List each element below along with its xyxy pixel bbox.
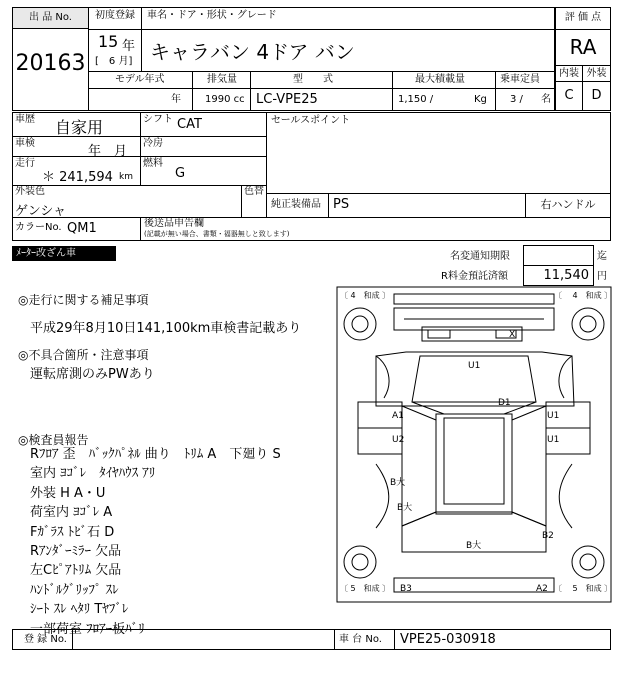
mark-a1-left: A1 [392, 411, 404, 421]
recycle-box [523, 265, 594, 286]
car-name: キャラバン 4ドア バン [150, 40, 355, 64]
mark-u1-roof: U1 [468, 361, 481, 371]
first-reg-year-unit: 年 [122, 39, 136, 54]
mark-x: X [509, 330, 516, 340]
color-label: 外装色 [15, 186, 45, 197]
inspector-line: Fｶﾞﾗｽ ﾄﾋﾞ石 D [30, 524, 115, 540]
mileage-label: 走行 [15, 158, 35, 169]
history: 自家用 [55, 118, 104, 137]
first-reg-month: [ 6 月] [95, 56, 133, 67]
odometer-tamper-badge: ﾒｰﾀｰ改ざん車 [12, 246, 116, 261]
model-label: 型 式 [293, 74, 333, 85]
mark-b2-right: B2 [542, 531, 554, 541]
mark-b-dai-left-2: B大 [397, 503, 413, 513]
name-change-unit: 迄 [597, 251, 607, 262]
inspector-line: ｼｰﾄ ｽﾚ ﾍﾀﾘ Tﾔﾌﾞﾚ [30, 602, 129, 618]
mark-d1: D1 [498, 398, 511, 408]
inspector-line: 室内 ﾖｺﾞﾚ ﾀｲﾔﾊｳｽ ｱﾘ [30, 466, 156, 482]
tire-rear-left-label: 〔 5 和成 〕 [340, 584, 391, 593]
diagram-frame [337, 287, 611, 602]
capacity-unit: 名 [541, 94, 551, 105]
driving-note: 平成29年8月10日141,100km車検書記載あり [30, 321, 302, 336]
registration-label: 登 録 No. [24, 634, 67, 645]
inspector-title: ◎検査員報告 [18, 433, 89, 447]
rating-box [555, 29, 611, 66]
exterior-grade-box [582, 81, 611, 111]
shift: CAT [177, 117, 202, 132]
listing-no-label-box [12, 7, 89, 29]
inspector-line: 一部荷室 ﾌﾛｱｰ板ﾊﾞﾘ [30, 621, 145, 637]
recycle-label: R料金預託済額 [441, 271, 508, 282]
inspector-line: ﾊﾝﾄﾞﾙｸﾞﾘｯﾌﾟ ｽﾚ [30, 582, 119, 598]
listing-no-label: 出 品 No. [29, 12, 72, 23]
mark-u2-left: U2 [392, 435, 405, 445]
chassis-no: VPE25-030918 [400, 632, 496, 647]
rating: RA [569, 35, 597, 59]
documents-label: 後送品申告欄 [144, 218, 204, 229]
interior-grade-box [555, 81, 583, 111]
exterior-label: 外装 [586, 68, 607, 79]
roof [436, 414, 512, 514]
model-year-unit: 年 [171, 94, 181, 105]
model-year-label: モデル年式 [115, 74, 165, 85]
inspector-lines [30, 445, 281, 639]
history-label: 車歴 [15, 114, 35, 125]
exterior-label-box [582, 65, 611, 82]
interior-label-box [555, 65, 583, 82]
mark-a2: A2 [536, 584, 548, 594]
fuel: G [175, 166, 186, 181]
tire-rear-left [344, 546, 376, 578]
name-change-label: 名変通知期限 [450, 251, 510, 262]
sales-point-box [266, 112, 611, 194]
first-reg-label: 初度登録 [95, 10, 135, 21]
mark-b-dai-left-1: B大 [390, 478, 406, 488]
inspector-line: 左Cﾋﾟｱﾄﾘﾑ 欠品 [30, 563, 122, 579]
front-panel [422, 327, 522, 341]
recycle-unit: 円 [597, 271, 607, 282]
mark-u1-right-front: U1 [547, 411, 560, 421]
mark-b3: B3 [400, 584, 412, 594]
rating-label-box [555, 7, 611, 30]
rating-label: 評 価 点 [564, 12, 602, 23]
name-change-box [523, 245, 594, 266]
recycle-amount: 11,540 [543, 268, 589, 283]
mark-b-dai-bottom: B大 [466, 541, 482, 551]
genuine-equip: PS [333, 197, 350, 212]
exterior-grade: D [591, 88, 602, 103]
left-rear-arch [376, 464, 389, 528]
documents-note: (記載が無い場合、書類・福器無しと致します) [144, 230, 290, 238]
tire-front-left [344, 308, 376, 340]
capacity-label: 乗車定員 [500, 74, 540, 85]
shift-label: シフト [143, 114, 173, 125]
right-body-side [512, 406, 546, 526]
car-name-label: 車名・ドア・形状・グレード [147, 10, 277, 21]
inspector-line: Rｱﾝﾀﾞｰﾐﾗｰ 欠品 [30, 544, 122, 560]
sales-point-label: セールスポイント [271, 115, 351, 126]
tire-rear-right-label: 〔 5 和成 〕 [554, 584, 612, 593]
capacity: 3 / [510, 94, 523, 105]
inspection: 年 月 [88, 144, 128, 159]
inspector-line: 外装 H A・U [30, 485, 106, 501]
defect-title: ◎不具合箇所・注意事項 [18, 348, 149, 362]
displacement: 1990 cc [205, 94, 245, 105]
max-load-label: 最大積載量 [415, 74, 465, 85]
tire-front-right [572, 308, 604, 340]
genuine-equip-label: 純正装備品 [271, 199, 321, 210]
rear-bumper [394, 578, 554, 592]
aircon-label: 冷房 [143, 138, 163, 149]
chassis-label: 車 台 No. [339, 634, 382, 645]
driving-title: ◎走行に関する補足事項 [18, 293, 149, 307]
right-rear-arch [559, 464, 572, 528]
inspector-line: Rﾌﾛｱ 歪 ﾊﾞｯｸﾊﾟﾈﾙ 曲り ﾄﾘﾑ A 下廻り S [30, 447, 281, 462]
front-bumper [394, 294, 554, 304]
color-no-label: カラーNo. [15, 222, 62, 233]
defect-note: 運転席測のみPWあり [30, 367, 155, 382]
first-reg-year: 15 [98, 32, 119, 51]
mileage-unit: km [119, 172, 133, 182]
mark-u1-right-rear: U1 [547, 435, 560, 445]
inspection-label: 車検 [15, 138, 35, 149]
interior-grade: C [564, 88, 574, 103]
max-load-unit: Kg [474, 94, 487, 105]
color: ゲンシャ [15, 204, 67, 219]
color-no: QM1 [67, 221, 97, 236]
steering: 右ハンドル [540, 198, 596, 211]
listing-no: 20163 [15, 51, 86, 76]
model-code: LC-VPE25 [256, 92, 318, 107]
max-load: 1,150 / [398, 94, 434, 105]
displacement-label: 排気量 [207, 74, 237, 85]
fuel-label: 燃料 [143, 158, 163, 169]
tire-front-right-label: 〔 4 和成 〕 [554, 291, 612, 300]
color-change-label: 色替 [244, 186, 264, 197]
mileage: ＊ 241,594 [42, 170, 113, 185]
interior-label: 内装 [559, 68, 579, 79]
tire-rear-right [572, 546, 604, 578]
inspector-line: 荷室内 ﾖｺﾞﾚ A [30, 505, 113, 521]
listing-no-box [12, 28, 89, 111]
steering-box [525, 193, 611, 218]
tire-front-left-label: 〔 4 和成 〕 [340, 291, 391, 300]
vehicle-damage-diagram [336, 286, 612, 603]
